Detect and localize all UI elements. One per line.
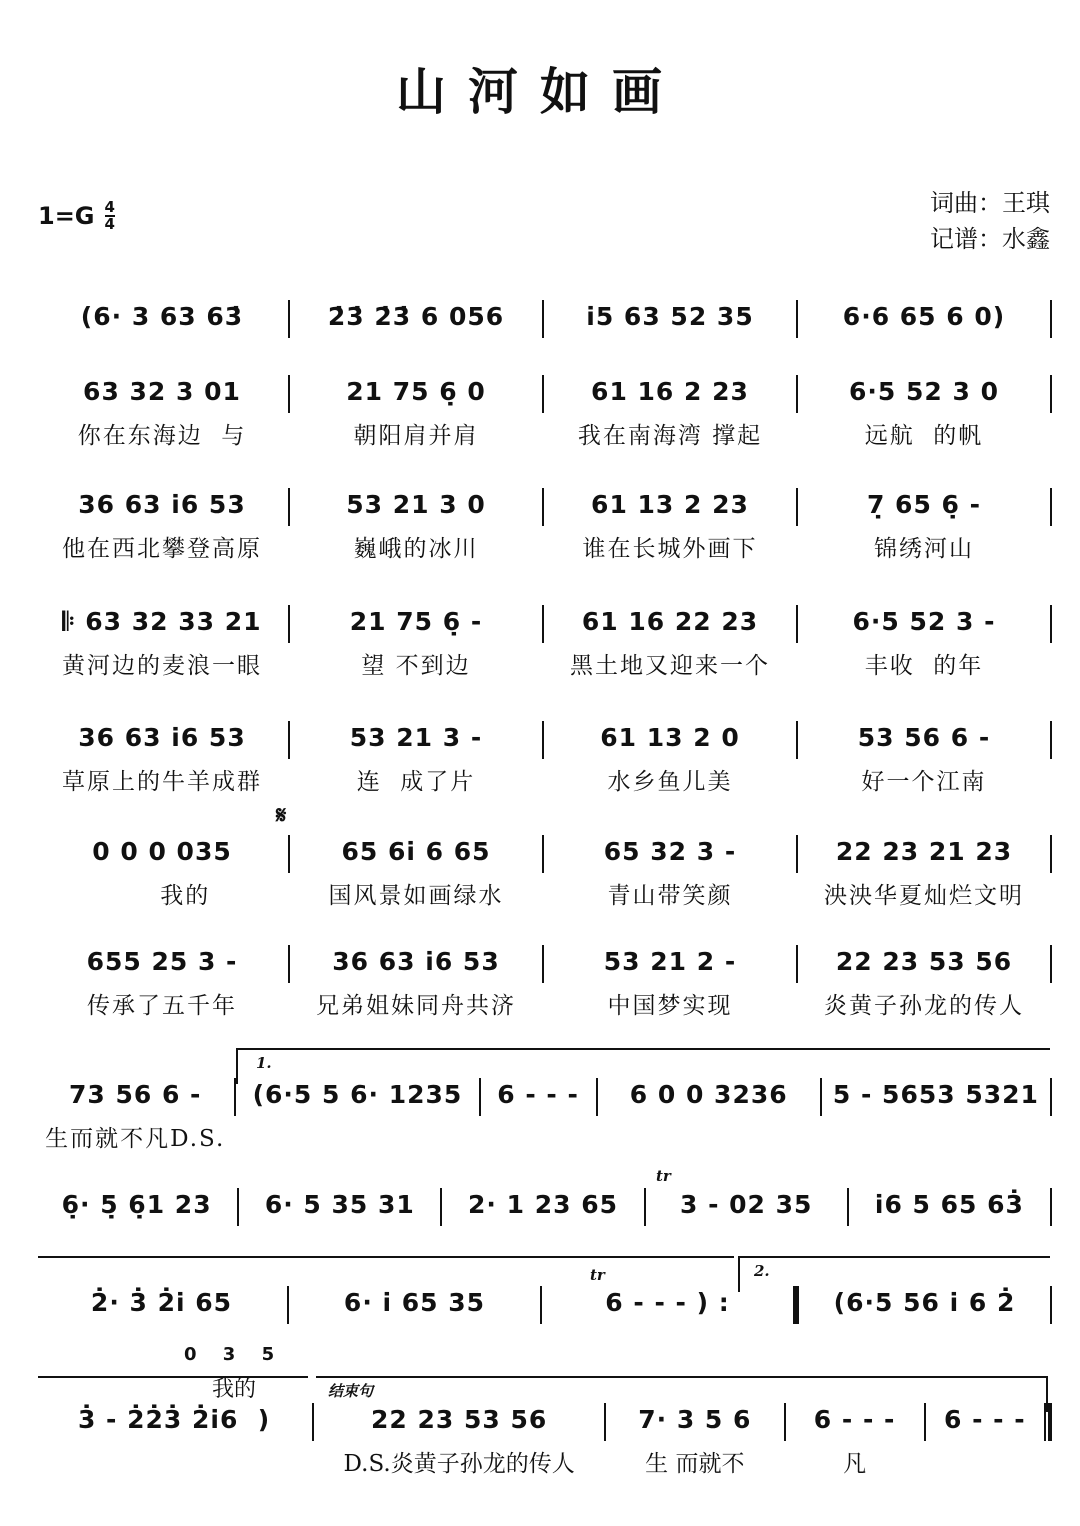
measure [544,488,796,568]
barline [1050,488,1052,526]
measure [36,300,288,380]
barline [1050,835,1052,873]
measure-notes: i̇6 5 65 63̇ [874,1190,1024,1219]
lyrics: 炎黄子孙龙的传人 [824,993,1024,1019]
score-row [36,945,1052,1025]
measure [289,1286,540,1366]
lyrics: 传承了五千年 [87,993,237,1019]
measure [314,1403,604,1483]
measure-notes: 6̣· 5̣ 6̣1 23 [61,1190,212,1219]
lyrics: 黄河边的麦浪一眼 [62,653,262,679]
score-row [36,1078,1052,1158]
lyrics: 我在南海湾 撑起 [577,423,763,449]
measure [36,721,288,801]
measure [544,835,796,915]
measure-notes: 6 - - - ) : [605,1288,730,1317]
lyrics: 生而就不凡D.S. [45,1126,226,1152]
measure-notes: 65 32 3 - [603,837,737,866]
measure-notes: 6 - - - [813,1405,896,1434]
measure-notes: 3̇ - 2̇2̇3̇ 2̇i̇6 ) [77,1405,271,1434]
measure [290,375,542,455]
measure-notes: (6· 3 63 63̇ [80,302,244,331]
measure [798,605,1050,685]
measure [799,1286,1050,1366]
measure-notes: 36 63 i̇6 53 [78,723,246,752]
key-signature [38,200,115,232]
lyrics: 水乡鱼儿美 [607,769,733,795]
measure [606,1403,784,1483]
measure [481,1078,596,1158]
measure-notes: 5 - 5653 5321 [832,1080,1039,1109]
notation-credit: 记谱：水鑫 [930,225,1050,253]
measure [36,1403,312,1483]
measure [36,1078,234,1158]
lyrics: 生 而就不 [645,1451,745,1477]
trill-mark: tr [656,1167,671,1185]
lyrics: 青山带笑颜 [607,883,733,909]
pickup-notes: 0 3 5 [184,1344,285,1365]
measure-notes: 73 56 6 - [68,1080,202,1109]
composer-credit: 词曲：王琪 [930,189,1050,217]
lyrics: 锦绣河山 [874,536,974,562]
lyrics: 凡 [843,1451,867,1477]
barline [1050,1078,1052,1116]
lyrics: D.S.炎黄子孙龙的传人 [343,1451,575,1477]
measure [798,300,1050,380]
measure-notes: 61 13 2 23 [591,490,749,519]
measure [36,375,288,455]
measure [236,1078,478,1158]
measure-notes: 6·5 52 3 - [852,607,996,636]
measure-notes: 53 21 3 0 [346,490,486,519]
measure-notes: 22 23 21 23 [835,837,1013,866]
barline [1050,1188,1052,1226]
volta-2-label: 2. [754,1262,770,1280]
time-signature [105,200,115,232]
measure-notes: (6·5 56 i̇ 6 2̇ [833,1288,1016,1317]
barline [1050,945,1052,983]
lyrics: 他在西北攀登高原 [62,536,262,562]
measure-notes: i̇5 63 52 35 [586,302,754,331]
measure-notes: 22 23 53 56 [370,1405,548,1434]
score-row [36,488,1052,568]
measure [598,1078,820,1158]
lyrics: 中国梦实现 [607,993,733,1019]
measure-notes: 65 6i̇ 6 65 [341,837,491,866]
volta-1-label: 1. [256,1054,272,1072]
measure [290,605,542,685]
score-row [36,835,1052,915]
measure [36,488,288,568]
measure-notes: 6·6 65 6 0) [842,302,1006,331]
measure-notes: 53 21 3 - [349,723,483,752]
measure-notes: 36 63 i̇6 53 [78,490,246,519]
time-top: 4 [104,198,115,216]
measure [798,375,1050,455]
measure-notes: 22 23 53 56 [835,947,1013,976]
lyrics: 国风景如画绿水 [328,883,504,909]
barline [1050,1286,1052,1324]
pickup-lyrics: 我的 [212,1377,257,1402]
measure [544,300,796,380]
measure-notes: 61 16 2 23 [591,377,749,406]
measure [36,835,288,915]
ending-bracket [316,1376,1048,1412]
measure [36,605,288,685]
lyrics: 我的 [113,883,211,909]
measure [542,1286,793,1366]
volta-1 [236,1048,1050,1084]
measure [798,488,1050,568]
lyrics: 谁在长城外画下 [582,536,758,562]
score-row [36,375,1052,455]
measure [544,721,796,801]
measure [290,945,542,1025]
measure-notes: 53 56 6 - [857,723,991,752]
measure [544,375,796,455]
measure-notes: 61 16 22 23 [581,607,759,636]
lyrics: 好一个江南 [861,769,987,795]
key-label: 1=G [38,202,95,230]
measure-notes: 6 - - - [497,1080,579,1109]
measure-notes: 21 75 6̣ 0 [346,377,486,406]
measure-notes: 6· i̇ 65 35 [343,1288,486,1317]
measure-notes: 655 25 3 - [86,947,238,976]
ending-label: 结束句 [328,1382,374,1400]
measure-notes: 21 75 6̣ - [349,607,483,636]
trill-mark-2: tr [590,1266,605,1284]
measure [798,835,1050,915]
measure [544,605,796,685]
volta-2-continued [38,1376,308,1378]
lyrics: 朝阳肩并肩 [353,423,479,449]
measure [822,1078,1050,1158]
measure-notes: 7· 3 5 6 [638,1405,752,1434]
measure-notes: 6· 5 35 31 [264,1190,415,1219]
measure-notes: 2̇3̇ 2̇3̇ 6 056 [327,302,505,331]
time-bottom: 4 [104,215,115,233]
lyrics: 泱泱华夏灿烂文明 [824,883,1024,909]
measure [544,945,796,1025]
measure [290,721,542,801]
score-row [36,1403,1052,1483]
barline [1050,375,1052,413]
measure [786,1403,924,1483]
measure-notes: 61 13 2 0 [600,723,740,752]
measure [798,945,1050,1025]
volta-1-continued [38,1256,734,1258]
lyrics: 望 不到边 [361,653,471,679]
lyrics: 你在东海边 与 [77,423,247,449]
measure-notes: 𝄆 63 32 33 21 [62,607,262,636]
score-row [36,300,1052,380]
lyrics: 巍峨的冰川 [353,536,479,562]
score-row [36,721,1052,801]
measure [290,488,542,568]
measure [290,300,542,380]
barline [1050,605,1052,643]
measure-notes: 7̣ 65 6̣ - [866,490,982,519]
barline [1050,721,1052,759]
measure-notes: 6·5 52 3 0 [849,377,999,406]
measure-notes: 36 63 i̇6 53 [332,947,500,976]
song-title: 山河如画 [396,62,684,121]
measure-notes: 63 32 3 01 [83,377,241,406]
measure [798,721,1050,801]
measure-notes: 3 - 02 35 [679,1190,813,1219]
measure [926,1403,1044,1483]
segno-mark: 𝄋 [276,800,287,829]
lyrics: 远航 的帆 [864,423,984,449]
measure-notes: (6·5 5 6· 1235 [252,1080,463,1109]
lyrics: 草原上的牛羊成群 [62,769,262,795]
lyrics: 黑土地又迎来一个 [570,653,770,679]
lyrics: 丰收 的年 [864,653,984,679]
lyrics: 连 成了片 [356,769,476,795]
measure-notes: 0 0 0 035 [92,837,232,866]
measure [290,835,542,915]
lyrics: 兄弟姐妹同舟共济 [316,993,516,1019]
measure-notes: 53 21 2 - [603,947,737,976]
score-row [36,605,1052,685]
barline [1050,300,1052,338]
measure-notes: 2̇· 3̇ 2̇i̇ 65 [90,1288,233,1317]
measure [36,945,288,1025]
measure-notes: 6 0 0 3236 [629,1080,788,1109]
measure-notes: 2· 1 23 65 [468,1190,618,1219]
credits [930,185,1050,257]
volta-2 [738,1256,1050,1292]
measure-notes: 6 - - - [944,1405,1026,1434]
